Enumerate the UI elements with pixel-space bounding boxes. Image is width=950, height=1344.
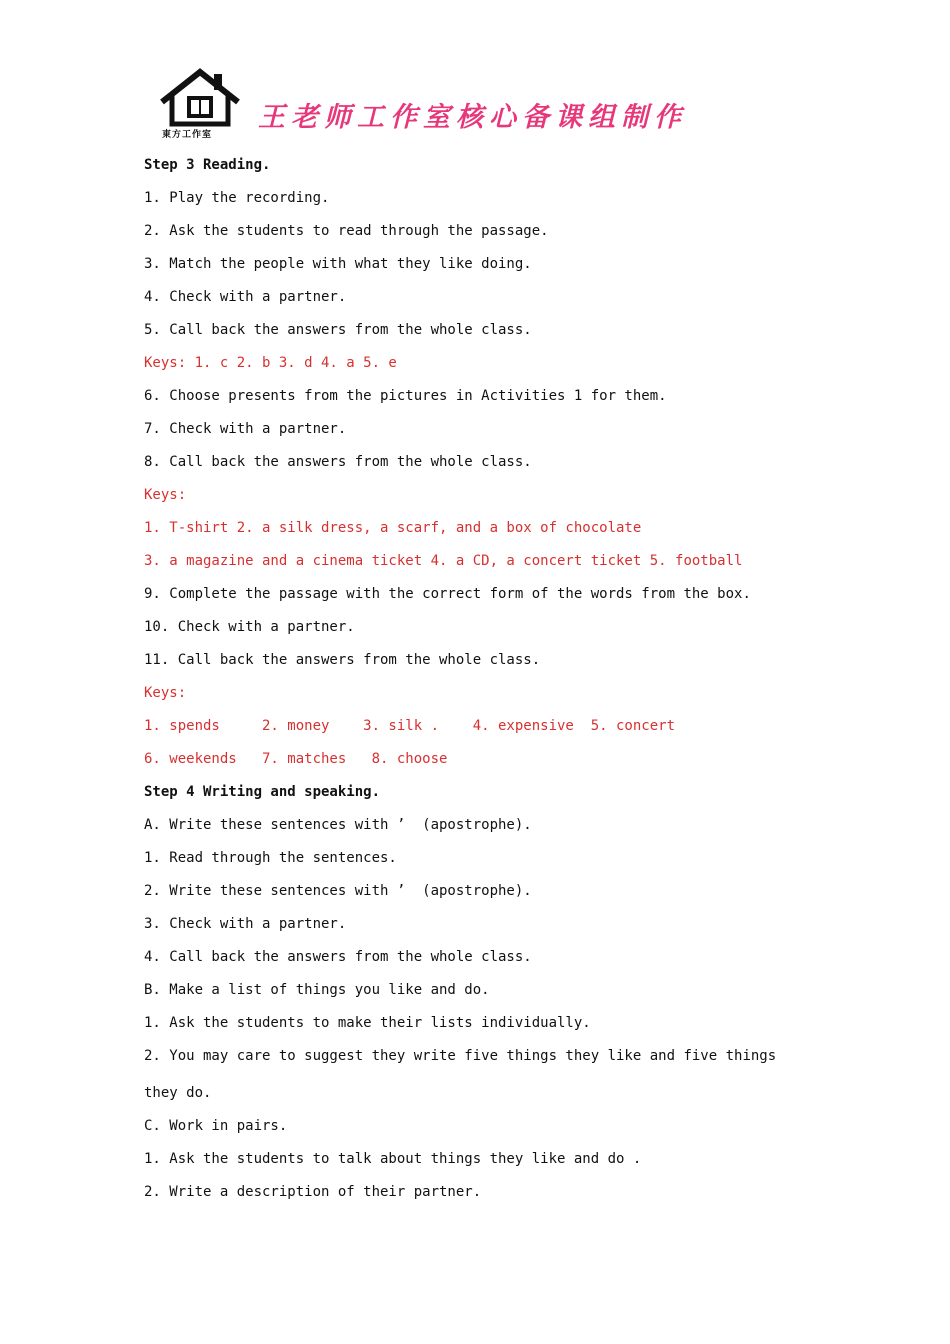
instruction-line: C. Work in pairs.: [144, 1118, 288, 1134]
answer-key-line: 6. weekends 7. matches 8. choose: [144, 751, 448, 767]
instruction-line: 3. Match the people with what they like doing.: [144, 256, 532, 272]
instruction-line: 2. Write a description of their partner.: [144, 1184, 482, 1200]
instruction-line: 1. Ask the students to talk about things they like and do .: [144, 1151, 642, 1167]
instruction-line: 11. Call back the answers from the whole class.: [144, 652, 541, 668]
section-heading: Step 4 Writing and speaking.: [144, 784, 381, 800]
instruction-line: 4. Check with a partner.: [144, 289, 347, 305]
instruction-line: 7. Check with a partner.: [144, 421, 347, 437]
instruction-line: 3. Check with a partner.: [144, 916, 347, 932]
instruction-line: 10. Check with a partner.: [144, 619, 355, 635]
answer-key-line: Keys:: [144, 487, 187, 503]
instruction-line: 2. Ask the students to read through the passage.: [144, 223, 549, 239]
header: [158, 66, 798, 146]
instruction-line: 2. Write these sentences with ’ (apostrophe).: [144, 883, 532, 899]
instruction-line: A. Write these sentences with ’ (apostrophe).: [144, 817, 532, 833]
instruction-line: 4. Call back the answers from the whole class.: [144, 949, 532, 965]
section-heading: Step 3 Reading.: [144, 157, 271, 173]
answer-key-line: Keys:: [144, 685, 187, 701]
instruction-line: 9. Complete the passage with the correct form of the words from the box.: [144, 586, 751, 602]
instruction-line: B. Make a list of things you like and do.: [144, 982, 490, 998]
instruction-line: they do.: [144, 1085, 212, 1101]
answer-key-line: Keys: 1. c 2. b 3. d 4. a 5. e: [144, 355, 397, 371]
instruction-line: 1. Read through the sentences.: [144, 850, 397, 866]
instruction-line: 1. Play the recording.: [144, 190, 330, 206]
answer-key-line: 1. T-shirt 2. a silk dress, a scarf, and a box of chocolate: [144, 520, 642, 536]
instruction-line: 5. Call back the answers from the whole class.: [144, 322, 532, 338]
answer-key-line: 1. spends 2. money 3. silk . 4. expensive 5. concert: [144, 718, 676, 734]
answer-key-line: 3. a magazine and a cinema ticket 4. a CD, a concert ticket 5. football: [144, 553, 743, 569]
instruction-line: 8. Call back the answers from the whole class.: [144, 454, 532, 470]
logo-caption: 東方工作室: [162, 130, 213, 140]
banner-title: 王老师工作室核心备课组制作: [258, 102, 687, 133]
instruction-line: 1. Ask the students to make their lists individually.: [144, 1015, 591, 1031]
instruction-line: 6. Choose presents from the pictures in Activities 1 for them.: [144, 388, 667, 404]
instruction-line: 2. You may care to suggest they write five things they like and five things: [144, 1048, 777, 1064]
